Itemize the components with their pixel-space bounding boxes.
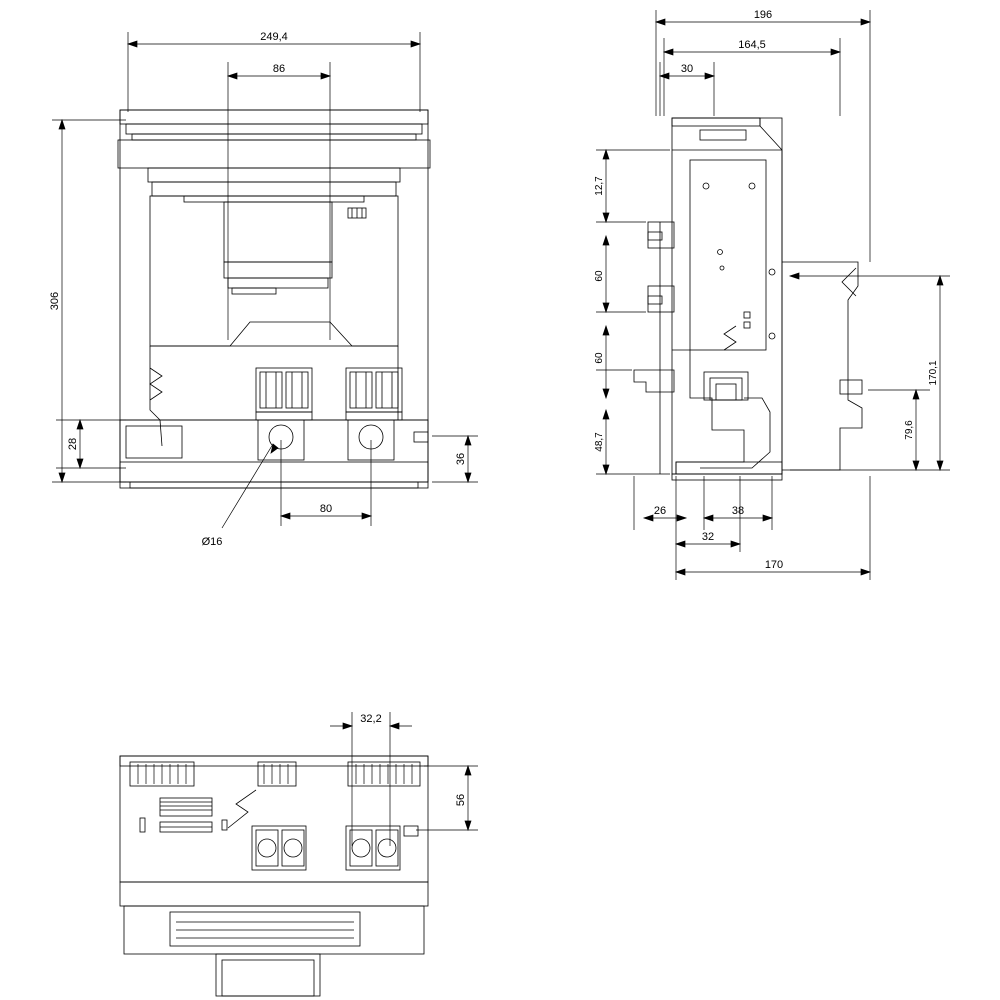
side-view-dimensions (596, 10, 950, 580)
dim-side-step-1: 12,7 (594, 176, 605, 196)
dim-side-step-2: 60 (594, 270, 605, 282)
dim-front-overall-width: 249,4 (260, 31, 288, 43)
dim-front-lower-height: 28 (67, 437, 79, 451)
dim-top-slot-width: 32,2 (360, 713, 382, 725)
dim-side-overall-depth: 196 (753, 9, 773, 21)
dim-front-base-height: 36 (455, 452, 467, 466)
dim-side-step-4: 48,7 (594, 432, 605, 452)
dim-side-base-total: 170 (764, 559, 784, 571)
dim-side-base-left: 26 (653, 505, 667, 517)
dim-front-terminal-spacing: 80 (319, 503, 333, 515)
dim-side-step-3: 60 (594, 352, 605, 364)
dim-front-inner-width: 86 (272, 63, 286, 75)
top-view-geometry (120, 756, 428, 996)
dim-side-top-offset: 30 (680, 63, 694, 75)
dim-side-inner-depth: 164,5 (738, 39, 766, 51)
side-view-geometry (634, 118, 862, 480)
dim-front-overall-height: 306 (49, 291, 61, 311)
dim-front-hole-diameter: Ø16 (201, 536, 223, 548)
dim-side-height-partial: 79,6 (904, 420, 915, 440)
front-view-dimensions (52, 32, 478, 528)
dim-top-depth: 56 (455, 793, 467, 807)
front-view-geometry (118, 110, 430, 488)
dim-side-base-mid: 38 (731, 505, 745, 517)
dim-side-base-inner: 32 (701, 531, 715, 543)
dim-side-height-total: 170,1 (928, 360, 939, 386)
